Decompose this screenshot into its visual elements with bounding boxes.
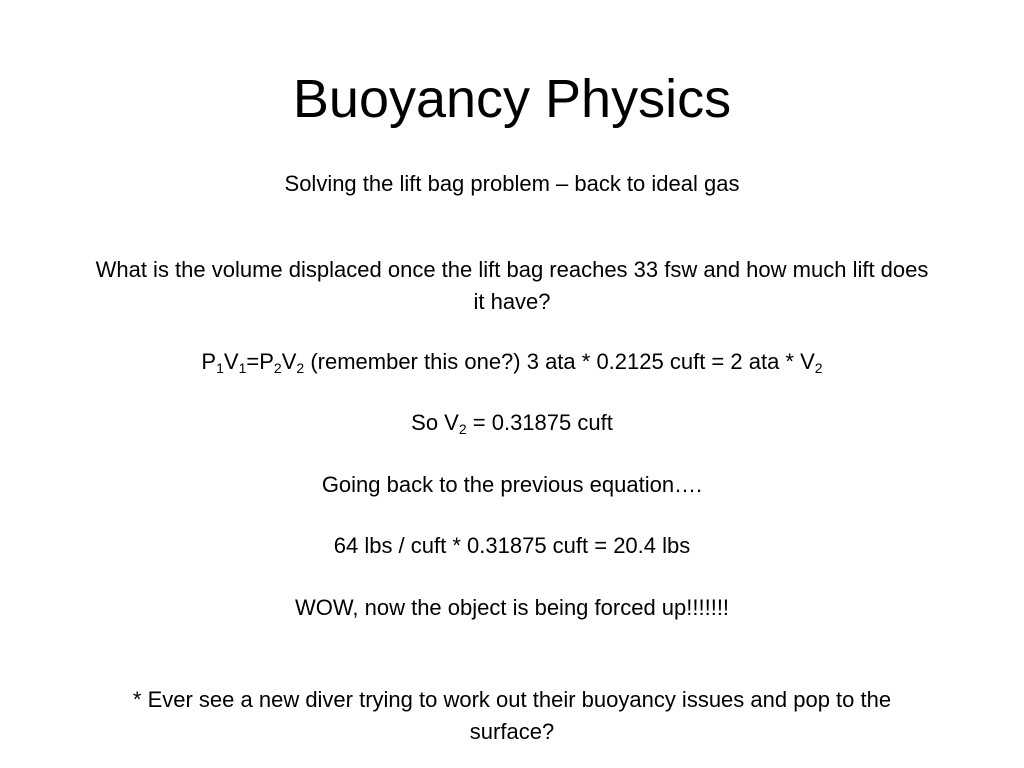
going-back-text: Going back to the previous equation…. (321, 472, 703, 497)
equation-v1-subscript: 1 (238, 360, 247, 376)
volume-result (90, 407, 934, 439)
lift-calculation: 64 lbs / cuft * 0.31875 cuft = 20.4 lbs (333, 533, 691, 558)
equation-middle: (remember this one?) 3 ata * 0.2125 cuft = 2 ata * V (304, 349, 815, 374)
gas-law-equation (90, 346, 934, 378)
equation-end-subscript: 2 (814, 360, 823, 376)
footnote-text: * Ever see a new diver trying to work out their buoyancy issues and pop to the surface? (132, 687, 892, 744)
slide-subtitle: Solving the lift bag problem – back to ideal gas (284, 171, 740, 196)
result-suffix: = 0.31875 cuft (466, 410, 613, 435)
equation-p2: P (259, 349, 274, 374)
result-prefix: So V (411, 410, 459, 435)
equation-v1: V (223, 349, 239, 374)
question-text: What is the volume displaced once the lift bag reaches 33 fsw and how much lift does it have? (95, 257, 929, 314)
slide-title: Buoyancy Physics (292, 69, 732, 129)
equation-p2-subscript: 2 (273, 360, 282, 376)
equation-p1: P (201, 349, 217, 374)
result-subscript: 2 (458, 421, 467, 437)
equation-v2: V (281, 349, 297, 374)
wow-text: WOW, now the object is being forced up!!!!!!! (294, 595, 730, 620)
equation-p1-subscript: 1 (216, 360, 224, 376)
equation-equals: = (246, 349, 260, 374)
equation-v2-subscript: 2 (296, 360, 305, 376)
